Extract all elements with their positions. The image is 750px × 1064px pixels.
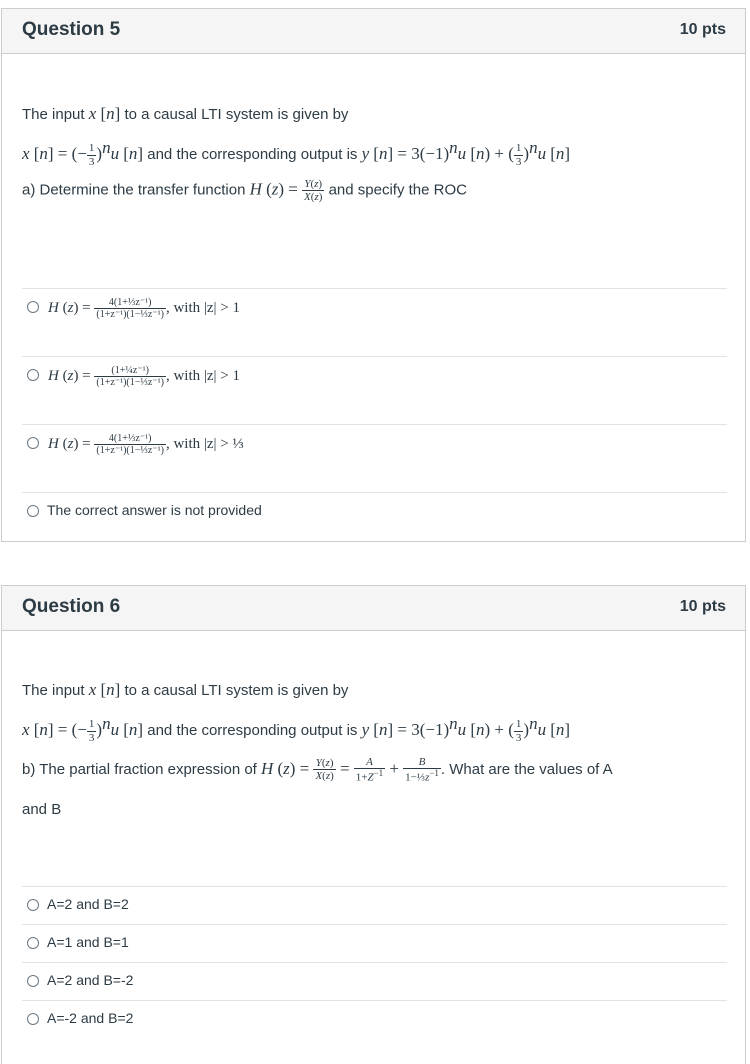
question-6-option-4[interactable] xyxy=(22,1000,727,1039)
question-6-option-1[interactable] xyxy=(22,886,727,925)
question-5-part-suffix: and specify the ROC xyxy=(328,181,467,199)
radio-button[interactable] xyxy=(27,437,39,449)
question-6-card xyxy=(1,585,746,1064)
question-5-points: 10 pts xyxy=(679,21,726,38)
question-5-header xyxy=(2,9,745,54)
option-label: A=2 and B=-2 xyxy=(47,972,134,988)
question-5-mid-text: and the corresponding output is xyxy=(147,146,358,163)
question-6-option-2[interactable] xyxy=(22,924,727,963)
radio-button[interactable] xyxy=(27,505,39,517)
option-3-math: H (z) = $\frac{\text{4(1+⅓z⁻¹)}}{\text{(1+z⁻¹)(1−⅓z⁻¹)}}$ , with |z| > ⅓ xyxy=(48,433,244,456)
radio-button[interactable] xyxy=(27,301,39,313)
question-6-mid-text: and the corresponding output is xyxy=(147,722,358,739)
question-6-part-text: b) The partial fraction expression of xyxy=(22,760,257,778)
question-5-option-1[interactable] xyxy=(22,288,727,357)
question-5-signal-equation: x [n] = (− $\frac{1}{3}$ )$^n$u [n] and the corresponding output is y $[n] = 3(-1)^nu$ [n) + ( $\frac{1}{3}$ )$^n$u [n] xyxy=(22,138,571,168)
option-label: A=1 and B=1 xyxy=(47,934,129,950)
option-label: A=-2 and B=2 xyxy=(47,1010,134,1026)
question-6-option-3[interactable] xyxy=(22,962,727,1001)
option-4-label: The correct answer is not provided xyxy=(47,502,262,518)
option-1-math: H (z) = $\frac{\text{4(1+⅓z⁻¹)}}{\text{(1+z⁻¹)(1−⅓z⁻¹)}}$ , with |z| > 1 xyxy=(48,297,240,320)
question-5-part-a: a) Determine the transfer function H (z) = $\frac{Y(z)}{X(z)}$ and specify the ROC xyxy=(22,178,467,204)
question-6-signal-equation: x [n] = (− $\frac{1}{3}$ )$^n$u [n] and the corresponding output is y $[n] = 3(-1)^nu$ [n) + ( $\frac{1}{3}$ )$^n$u [n] xyxy=(22,714,571,744)
question-5-part-text: a) Determine the transfer function xyxy=(22,181,246,199)
question-6-intro: The input x [n] to a causal LTI system is given by xyxy=(22,680,349,699)
question-5-intro: The input x [n] to a causal LTI system is given by xyxy=(22,104,349,123)
question-5-card xyxy=(1,8,746,542)
question-5-option-4[interactable] xyxy=(22,492,727,531)
question-5-title: Question 5 xyxy=(22,19,121,40)
option-2-math: H (z) = $\frac{\text{(1+¼z⁻¹)}}{\text{(1+z⁻¹)(1−⅓z⁻¹)}}$ , with |z| > 1 xyxy=(48,365,240,388)
radio-button[interactable] xyxy=(27,975,39,987)
radio-button[interactable] xyxy=(27,1013,39,1025)
radio-button[interactable] xyxy=(27,899,39,911)
question-5-option-2[interactable] xyxy=(22,356,727,425)
question-6-part-line2: and B xyxy=(22,801,62,818)
question-6-points: 10 pts xyxy=(679,598,726,615)
question-6-part-suffix: . What are the values of A xyxy=(440,760,613,778)
question-6-title: Question 6 xyxy=(22,596,121,617)
question-5-option-3[interactable] xyxy=(22,424,727,493)
question-6-part-b: b) The partial fraction expression of H (z) = $\frac{Y(z)}{X(z)}$ = $\frac{A}{1+Z^{-1}}$ + $\frac{B}{1-\frac{1}{3}z^{-1}}$ . What are the values of A xyxy=(22,756,613,784)
radio-button[interactable] xyxy=(27,369,39,381)
question-6-header xyxy=(2,586,745,631)
option-label: A=2 and B=2 xyxy=(47,896,129,912)
radio-button[interactable] xyxy=(27,937,39,949)
